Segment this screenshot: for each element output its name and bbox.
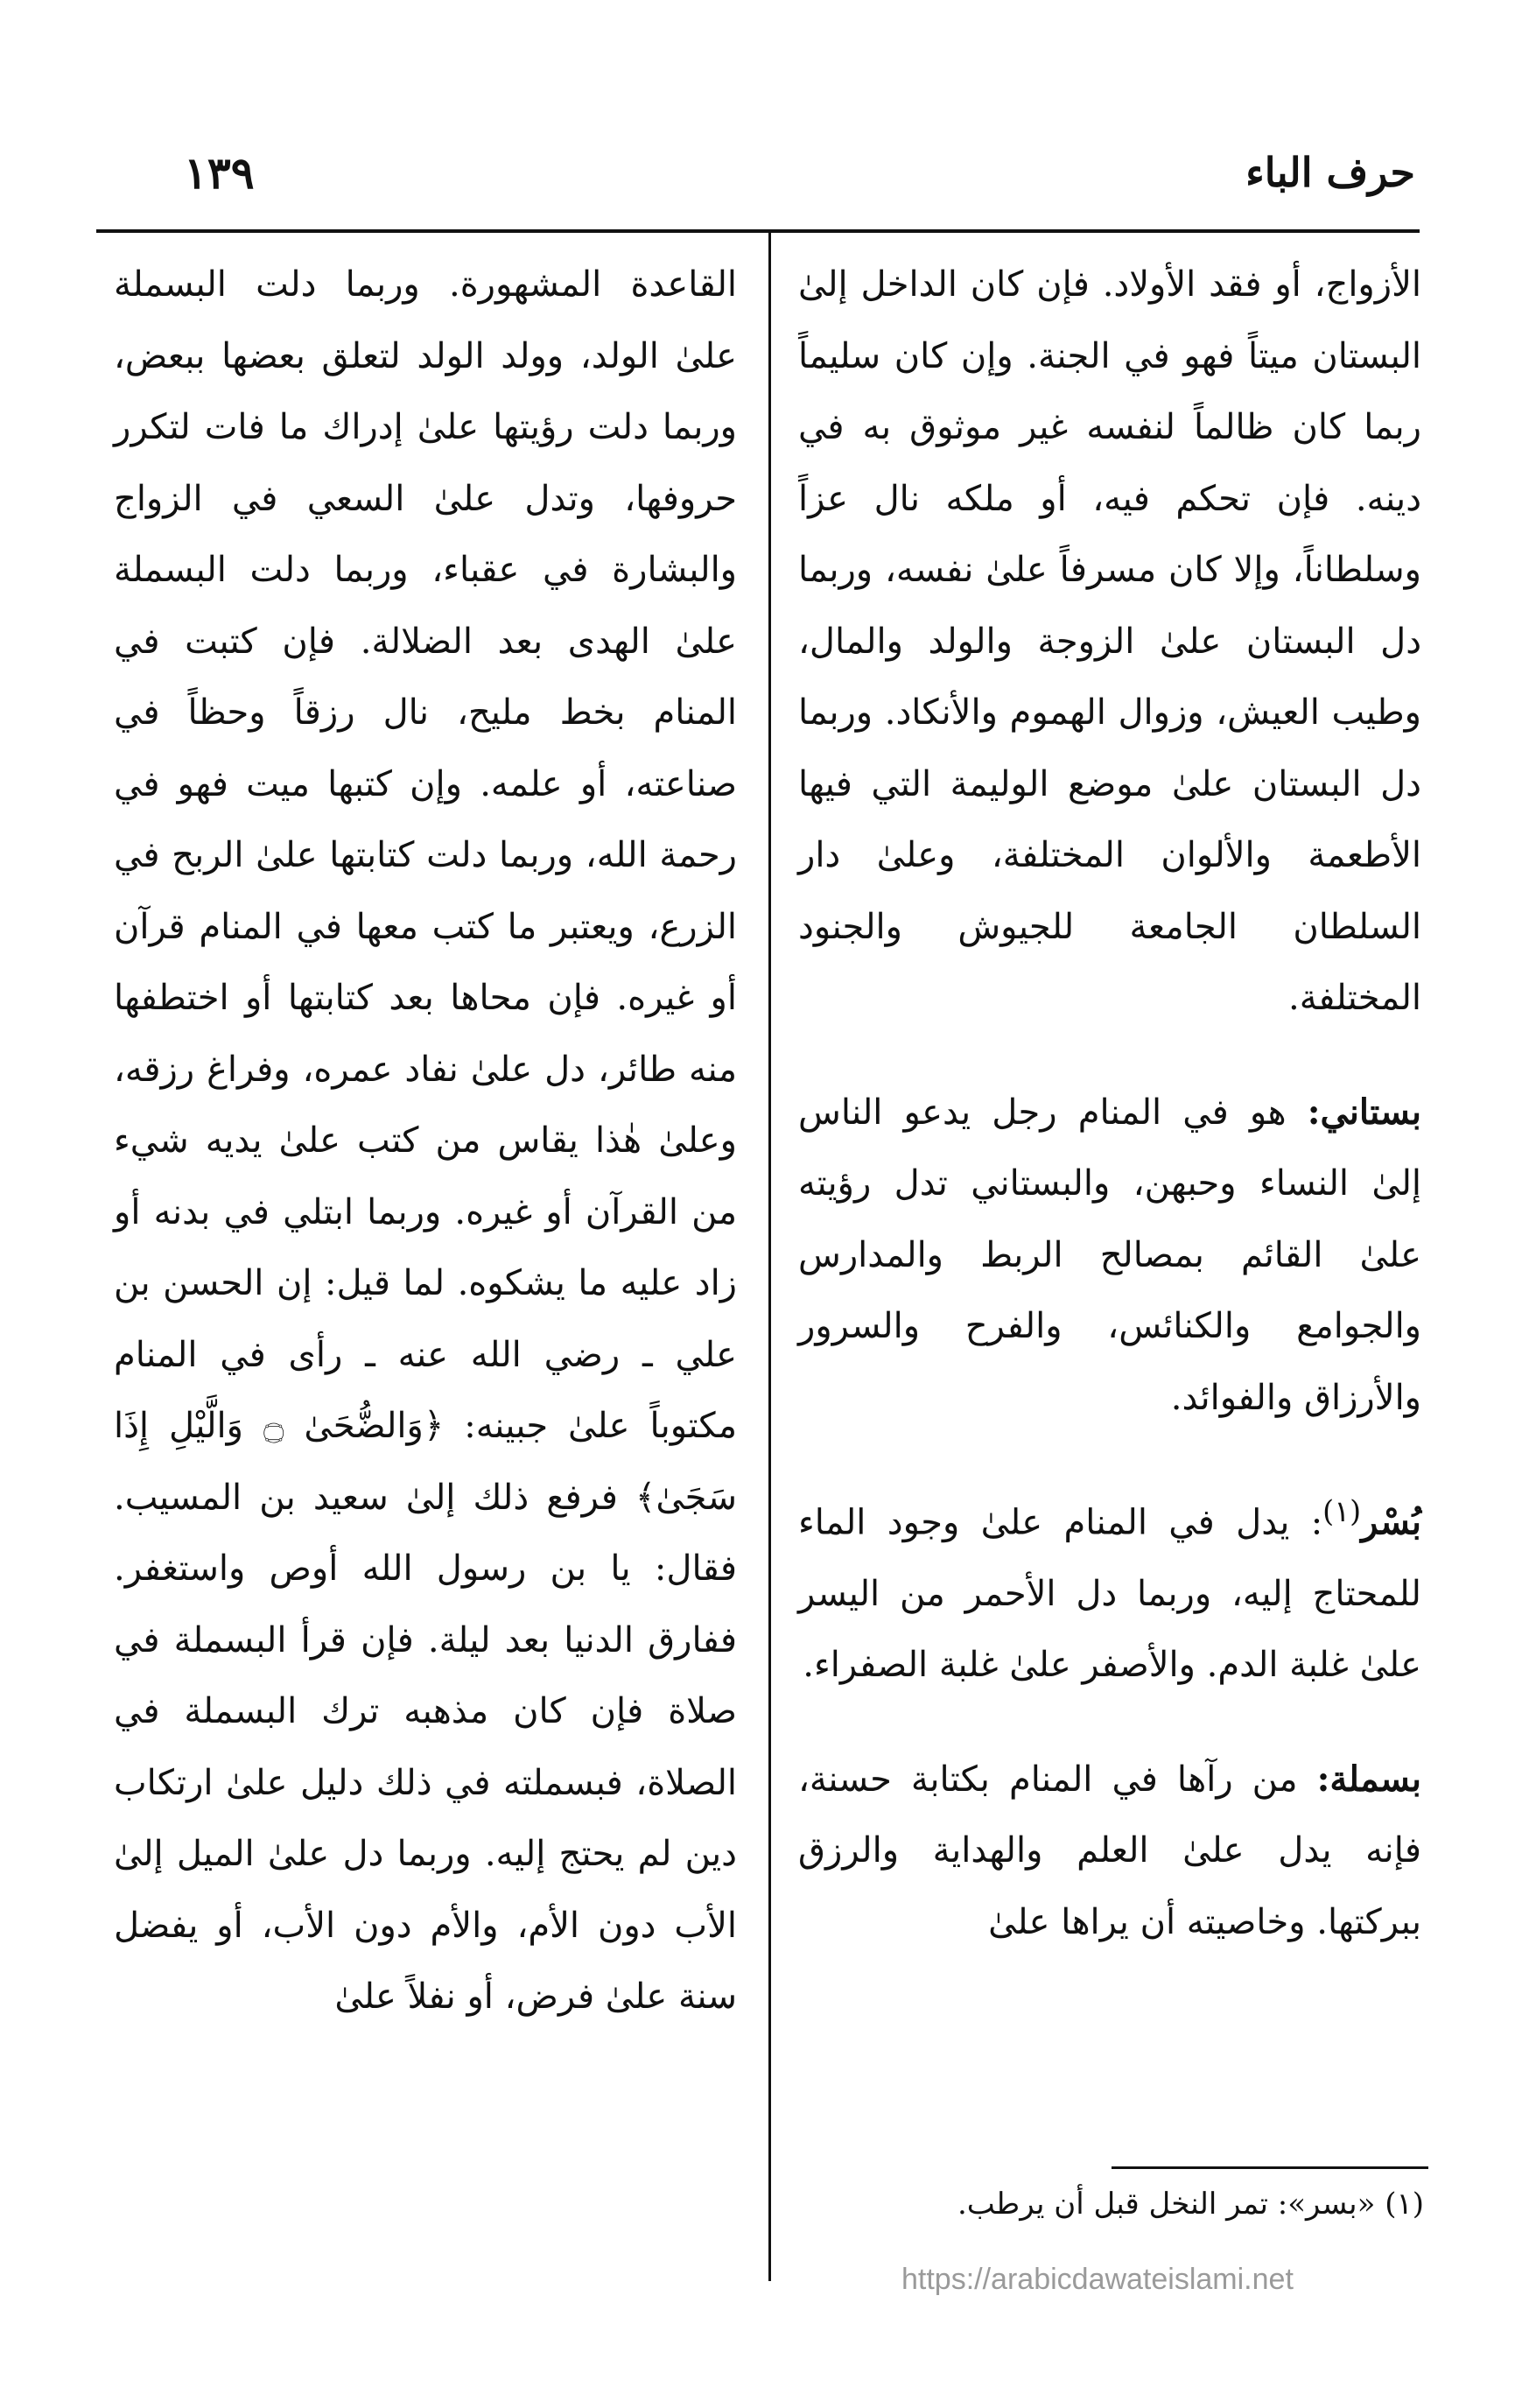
chapter-title: حرف الباء [1245,149,1415,196]
footnote-marker: (١) [1322,1494,1362,1528]
paragraph-basmala-continued: القاعدة المشهورة. وربما دلت البسملة علىٰ الولد، وولد الولد لتعلق بعضها ببعض، وربما دلت رؤيتها علىٰ إدراك ما فات لتكرر حروفها، وتدل علىٰ السعي في الزواج والبشارة في عقباء، وربما دلت البسملة علىٰ الهدى بعد الضلالة. فإن كتبت في المنام بخط مليح، نال رزقاً وحظاً في صناعته، أو علمه. وإن كتبها ميت فهو في رحمة الله، وربما دلت كتابتها علىٰ الربح في الزرع، ويعتبر ما كتب معها في المنام قرآن أو غيره. فإن محاها بعد كتابتها أو اختطفها منه طائر، دل علىٰ نفاد عمره، وفراغ رزقه، وعلىٰ هٰذا يقاس من كتب علىٰ يديه شيء من القرآن أو غيره. وربما ابتلي في بدنه أو زاد عليه ما يشكوه. لما قيل: إن الحسن بن علي ـ رضي الله عنه ـ رأى في المنام مكتوباً علىٰ جبينه: ﴿وَالضُّحَىٰ ۝ وَالَّيْلِ إِذَا سَجَىٰ﴾ فرفع ذلك إلىٰ سعيد بن المسيب. فقال: يا بن رسول الله أوص واستغفر. ففارق الدنيا بعد ليلة. فإن قرأ البسملة في صلاة فإن كان مذهبه ترك البسملة في الصلاة، فبسملته في ذلك دليل علىٰ ارتكاب دين لم يحتج إليه. وربما دل علىٰ الميل إلىٰ الأب دون الأم، والأم دون الأب، أو يفضل سنة علىٰ فرض، أو نفلاً علىٰ [114,264,738,2017]
column-divider [768,233,771,2281]
entry-term: بُسْر [1361,1501,1421,1543]
paragraph-bustan: الأزواج، أو فقد الأولاد. فإن كان الداخل إلىٰ البستان ميتاً فهو في الجنة. وإن كان سليماً ربما كان ظالماً لنفسه غير موثوق به في دينه. فإن تحكم فيه، أو ملكه نال عزاً وسلطاناً، وإلا كان مسرفاً علىٰ نفسه، وربما دل البستان علىٰ الزوجة والولد والمال، وطيب العيش، وزوال الهموم والأنكاد. وربما دل البستان علىٰ موضع الوليمة التي فيها الأطعمة والألوان المختلفة، وعلىٰ دار السلطان الجامعة للجيوش والجنود المختلفة. [798,264,1421,1018]
entry-basmala [798,1744,1421,1959]
entry-text: : يدل في المنام علىٰ وجود الماء للمحتاج إليه، وربما دل الأحمر من اليسر علىٰ غلبة الدم. والأصفر علىٰ غلبة الصفراء. [798,1502,1421,1686]
entry-bustani [798,1077,1421,1435]
entry-busr [798,1476,1421,1702]
watermark-url: https://arabicdawateislami.net [901,2263,1294,2296]
left-column [114,249,737,2033]
right-column [798,249,1421,1958]
footnote-rule [1112,2166,1428,2169]
header-rule [96,229,1420,233]
entry-text: من رآها في المنام بكتابة حسنة، فإنه يدل علىٰ العلم والهداية والرزق ببركتها. وخاصيته أن يراها علىٰ [798,1759,1421,1942]
entry-term: بسملة: [1316,1758,1421,1800]
entry-term: بستاني: [1307,1091,1421,1133]
page-number: ١٣٩ [184,147,255,199]
entry-text: هو في المنام رجل يدعو الناس إلىٰ النساء وحبهن، والبستاني تدل رؤيته علىٰ القائم بمصالح الربط والمدارس والجوامع والكنائس، والفرح والسرور والأرزاق والفوائد. [798,1092,1421,1418]
footnote: (١) «بسر»: تمر النخل قبل أن يرطب. [957,2187,1424,2222]
